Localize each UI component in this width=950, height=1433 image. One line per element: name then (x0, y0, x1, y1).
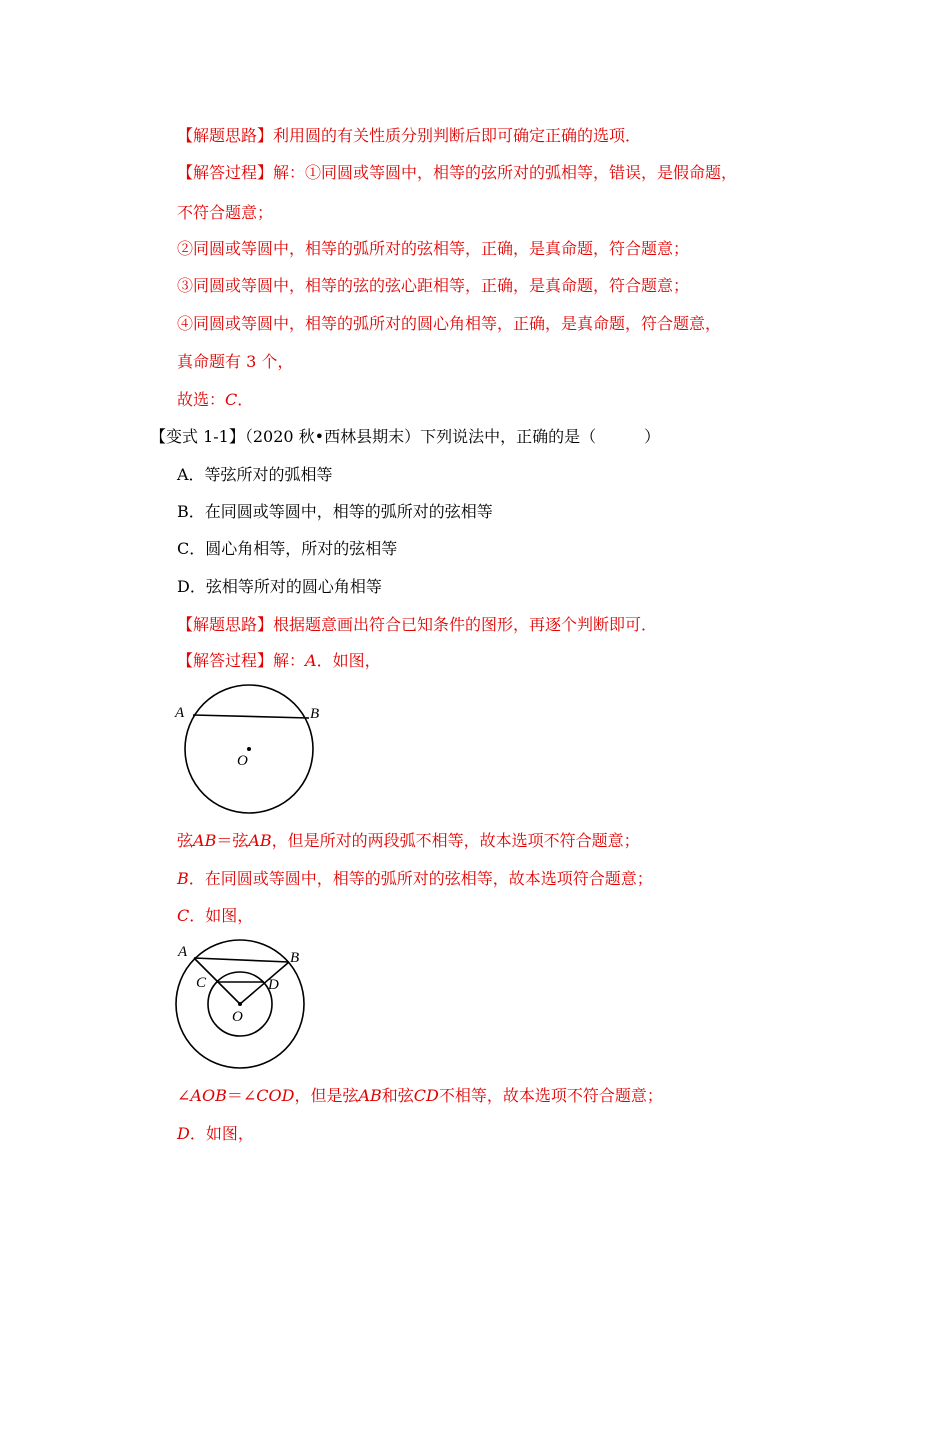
a-concl-3: ，但是所对的两段弧不相等，故本选项不符合题意； (271, 831, 640, 850)
fig2-chord-ab (194, 958, 289, 962)
a-conclusion (177, 830, 640, 852)
fig1-label-a: A (175, 705, 185, 721)
solution2-process (177, 650, 381, 672)
process-post: ．如图， (316, 651, 381, 670)
fig2-radius-ob (240, 962, 289, 1004)
process-line1: 解：①同圆或等圆中，相等的弦所对的弧相等，错误，是假命题， (273, 163, 738, 182)
fig2-label-c: C (196, 975, 207, 991)
figure-concentric-circles (168, 935, 318, 1075)
process-letter: A (305, 651, 317, 670)
count-num: 3 (246, 352, 257, 371)
idea-tag: 【解题思路】 (177, 126, 274, 145)
solution1-item3: ③同圆或等圆中，相等的弦的弦心距相等，正确，是真命题，符合题意； (177, 276, 690, 295)
idea-tag: 【解题思路】 (177, 615, 274, 634)
c-concl-1: ∠ (177, 1086, 191, 1105)
variant-source: （2020 秋•西林县期末） (244, 427, 421, 446)
idea-text: 根据题意画出符合已知条件的图形，再逐个判断即可． (273, 615, 658, 634)
d-intro (177, 1123, 254, 1145)
solution1-item4: ④同圆或等圆中，相等的弧所对的圆心角相等，正确，是真命题，符合题意， (177, 314, 722, 333)
d-letter: D (177, 1124, 190, 1143)
option-a: A．等弦所对的弧相等 (177, 465, 333, 484)
variant-text: 下列说法中，正确的是（ ） (420, 427, 661, 446)
a-concl-ab1: AB (193, 831, 217, 850)
c-concl-ab: AB (358, 1086, 382, 1105)
process-tag: 【解答过程】 (177, 163, 274, 182)
fig2-label-a: A (178, 944, 188, 960)
process-tag: 【解答过程】 (177, 651, 274, 670)
c-concl-5: 不相等，故本选项不符合题意； (438, 1086, 663, 1105)
b-text: ．在同圆或等圆中，相等的弧所对的弦相等，故本选项符合题意； (188, 869, 653, 888)
b-conclusion (177, 868, 653, 890)
fig2-label-d: D (268, 977, 279, 993)
fig1-label-o: O (237, 753, 248, 769)
solution1-idea (177, 125, 641, 147)
solution1-process (177, 162, 737, 184)
c-intro (177, 905, 253, 927)
solution1-choose (177, 389, 253, 411)
c-concl-aob: AOB (190, 1086, 227, 1105)
solution2-idea (177, 614, 657, 636)
count-post: 个， (261, 352, 294, 371)
c-conclusion (177, 1085, 663, 1107)
c-text: ．如图， (189, 906, 254, 925)
fig2-label-b: B (290, 950, 300, 966)
fig1-chord-ab (193, 715, 309, 718)
fig2-center-dot (238, 1002, 242, 1006)
variant-tag: 【变式 1-1】 (150, 427, 245, 446)
c-concl-3: ，但是弦 (294, 1086, 359, 1105)
fig1-label-b: B (310, 706, 320, 722)
variant-question (150, 426, 660, 448)
figure-circle-chord (170, 682, 330, 822)
a-concl-ab2: AB (248, 831, 272, 850)
choose-pre: 故选： (177, 390, 226, 409)
b-letter: B (177, 869, 189, 888)
a-concl-1: 弦 (177, 831, 194, 850)
fig2-label-o: O (232, 1009, 243, 1025)
c-letter: C (177, 906, 190, 925)
c-concl-2: ＝∠ (226, 1086, 257, 1105)
a-concl-2: ＝弦 (216, 831, 249, 850)
fig1-center-dot (247, 747, 251, 751)
solution1-process-line2: 不符合题意； (177, 203, 274, 222)
option-b: B．在同圆或等圆中，相等的弧所对的弦相等 (177, 502, 493, 521)
option-c: C．圆心角相等，所对的弦相等 (177, 539, 398, 558)
d-text: ．如图， (189, 1124, 254, 1143)
process-pre: 解： (273, 651, 306, 670)
choose-post: ． (237, 390, 254, 409)
c-concl-cd: CD (413, 1086, 439, 1105)
solution1-count (177, 351, 293, 373)
count-pre: 真命题有 (177, 352, 242, 371)
option-d: D．弦相等所对的圆心角相等 (177, 577, 382, 596)
c-concl-4: 和弦 (381, 1086, 414, 1105)
solution1-item2: ②同圆或等圆中，相等的弧所对的弦相等，正确，是真命题，符合题意； (177, 239, 690, 258)
c-concl-cod: COD (256, 1086, 295, 1105)
idea-text: 利用圆的有关性质分别判断后即可确定正确的选项． (273, 126, 642, 145)
choose-letter: C (225, 390, 238, 409)
